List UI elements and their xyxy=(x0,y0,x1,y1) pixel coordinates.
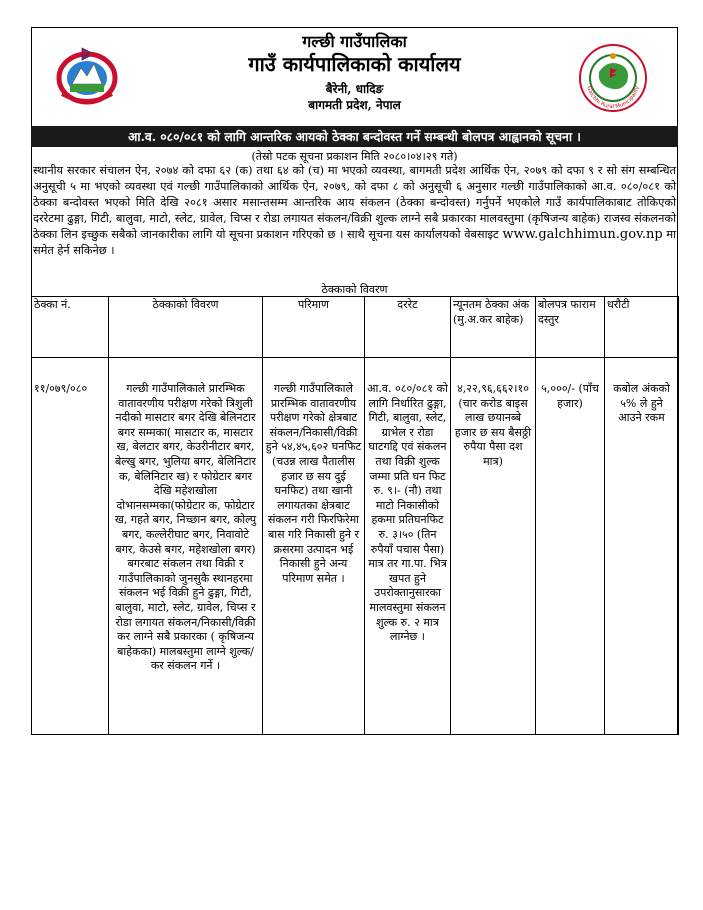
paragraph-text: स्थानीय सरकार संचालन ऐन, २०७४ को दफा ६२ (क) तथा ६४ को (च) मा भएको व्यवस्था, बागमती प्रदेश आर्थिक ऐन, २०७९ को दफा ९ र सो संग सम्बन्धित अनुसूची ५ मा भएको व्यवस्था एवं गल्छी गाउँपालिकाको आर्थिक ऐन, २०७९, को दफा ८ को अनुसूची ६ अनुसार गल्छी गाउँपालिकाको आ.व. ०८०/०८१ को ठेक्का बन्दोवस्त भएको मिति देखि २०८१ असार मसान्तसम्म आन्तरिक आय संकलन (ठेक्का बन्दोवस्त) गर्नुपर्ने भएकोले गाउँ कार्यपालिकाबाट तोकिएको दररेटमा ढुङ्गा, गिटी, बालुवा, माटो, स्लेट, ग्रावेल, चिप्स र रोडा लगायत संकलन/विक्री शुल्क लाग्ने सबै प्रकारका मालवस्तुमा (कृषिजन्य बाहेक) राजस्व संकलनको ठेक्का लिन इच्छुक सबैको जानकारीका लागि यो सूचना प्रकाशन गरिएको छ । साथै सूचना यस कार्यालयको वेबसाइट xyxy=(33,164,676,241)
province-country: बागमती प्रदेश, नेपाल xyxy=(308,98,401,112)
header xyxy=(32,28,677,125)
cell-bid-form-fee: ५,०००/- (पाँच हजार) xyxy=(536,358,605,735)
notice-paragraph xyxy=(33,163,676,259)
office-name: गाउँ कार्यपालिकाको कार्यालय xyxy=(248,52,461,76)
website-link[interactable]: www.galchhimun.gov.np xyxy=(502,227,663,242)
office-location: बैरेनी, धादिङ xyxy=(325,82,384,96)
header-minimum-amount: न्यूनतम ठेक्का अंक (मु.अ.कर बाहेक) xyxy=(451,297,536,358)
notice-title-banner: आ.व. ०८०/०८१ को लागि आन्तरिक आयको ठेक्का बन्दोवस्त गर्ने सम्बन्धी बोलपत्र आह्वानको सूचना । xyxy=(31,126,678,147)
header-bid-form-fee: बोलपत्र फाराम दस्तुर xyxy=(536,297,605,358)
nepal-emblem-logo xyxy=(54,44,120,106)
header-contract-description: ठेक्काको विवरण xyxy=(109,297,263,358)
cell-rate: आ.व. ०८०/०८१ को लागि निर्धारित ढुङ्गा, गिटी, बालुवा, स्लेट, ग्राभेल र रोडा घाटगद्दि एवं संकलन तथा विक्री शुल्क जम्मा प्रति घन फिट रु. ९।- (नौ) तथा माटो निकासीको हकमा प्रतिघनफिट रु. ३।५० (तिन रुपैयाँ पचास पैसा) मात्र तर गा.पा. भित्र खपत हुने उपरोक्तानुसारका मालवस्तुमा संकलन शुल्क रु. २ मात्र लाग्नेछ । xyxy=(365,358,451,735)
cell-contract-no: ११/०७९/०८० xyxy=(32,358,109,735)
paragraph-tail: मा समेत हेर्न सकिनेछ । xyxy=(33,228,677,257)
contract-details-table xyxy=(31,296,679,735)
notice-frame xyxy=(31,27,678,735)
table-row xyxy=(32,358,679,735)
cell-minimum-amount: ४,२२,९६,६६२।१० (चार करोड बाइस लाख छयानब्बे हजार छ सय बैसठ्ठी रुपैया पैसा दश मात्र) xyxy=(451,358,536,735)
header-deposit: धरौटी xyxy=(605,297,679,358)
cell-deposit: कबोल अंकको ५% ले हुने आउने रकम xyxy=(605,358,679,735)
publication-date-note: (तेस्रो पटक सूचना प्रकाशन मिति २०८०।०४।२९ गते) xyxy=(251,150,458,163)
table-caption: ठेक्काको विवरण xyxy=(321,283,388,296)
cell-contract-description: गल्छी गाउँपालिकाले प्रारम्भिक वातावरणीय परीक्षण गरेको त्रिशुली नदीको मासटार बगर देखि बेलिनटार बगर सम्मका( मासटार क, मासटार ख, बेलटार बगर, केउरीनीटार बगर, बेल्खु बगर, भुलिया बगर, बेलिनिटार क, बेलिनिटार ख) र फोग्रेटार बगर देखि महेशखोला दोभानसम्मका(फोग्रेटार क, फोग्रेटार ख, गहते बगर, निच्छान बगर, कोल्पु बगर, कल्लेरीघाट बगर, निवावोटे बगर, केउसे बगर, महेशखोला बगर) बगरबाट संकलन तथा विक्री र गाउँपालिकाको जुनसुकै स्थानहरमा संकलन भई विक्री हुने ढुङ्गा, गिटी, बालुवा, माटो, स्लेट, ग्रावेल, चिप्स र रोडा लगायत संकलन/निकासी/विक्री कर लाग्ने सबै प्रकारका ( कृषिजन्य बाहेकका) मालबस्तुमा लाग्ने शुल्क/कर संकलन गर्ने । xyxy=(109,358,263,735)
right-logo-text: Galchhi Rural Municipality xyxy=(585,85,641,111)
header-contract-no: ठेक्का नं. xyxy=(32,297,109,358)
cell-quantity: गल्छी गाउँपालिकाले प्रारम्भिक वातावरणीय परीक्षण गरेको क्षेत्रबाट संकलन/निकासी/विक्री हुने ५४,४५,६०२ घनफिट (चउन्न लाख पैतालीस हजार छ सय दुई घनफिट) तथा खानी लगायतका क्षेत्रबाट संकलन गरी फिरफिरेमा बास गरि निकासी हुने र क्रसरमा उत्पादन भई निकासी हुने अन्य परिमाण समेत । xyxy=(263,358,365,735)
header-rate: दररेट xyxy=(365,297,451,358)
header-quantity: परिमाण xyxy=(263,297,365,358)
table-header-row xyxy=(32,297,679,358)
municipality-name: गल्छी गाउँपालिका xyxy=(302,32,407,51)
galchhi-municipality-logo xyxy=(577,42,649,114)
